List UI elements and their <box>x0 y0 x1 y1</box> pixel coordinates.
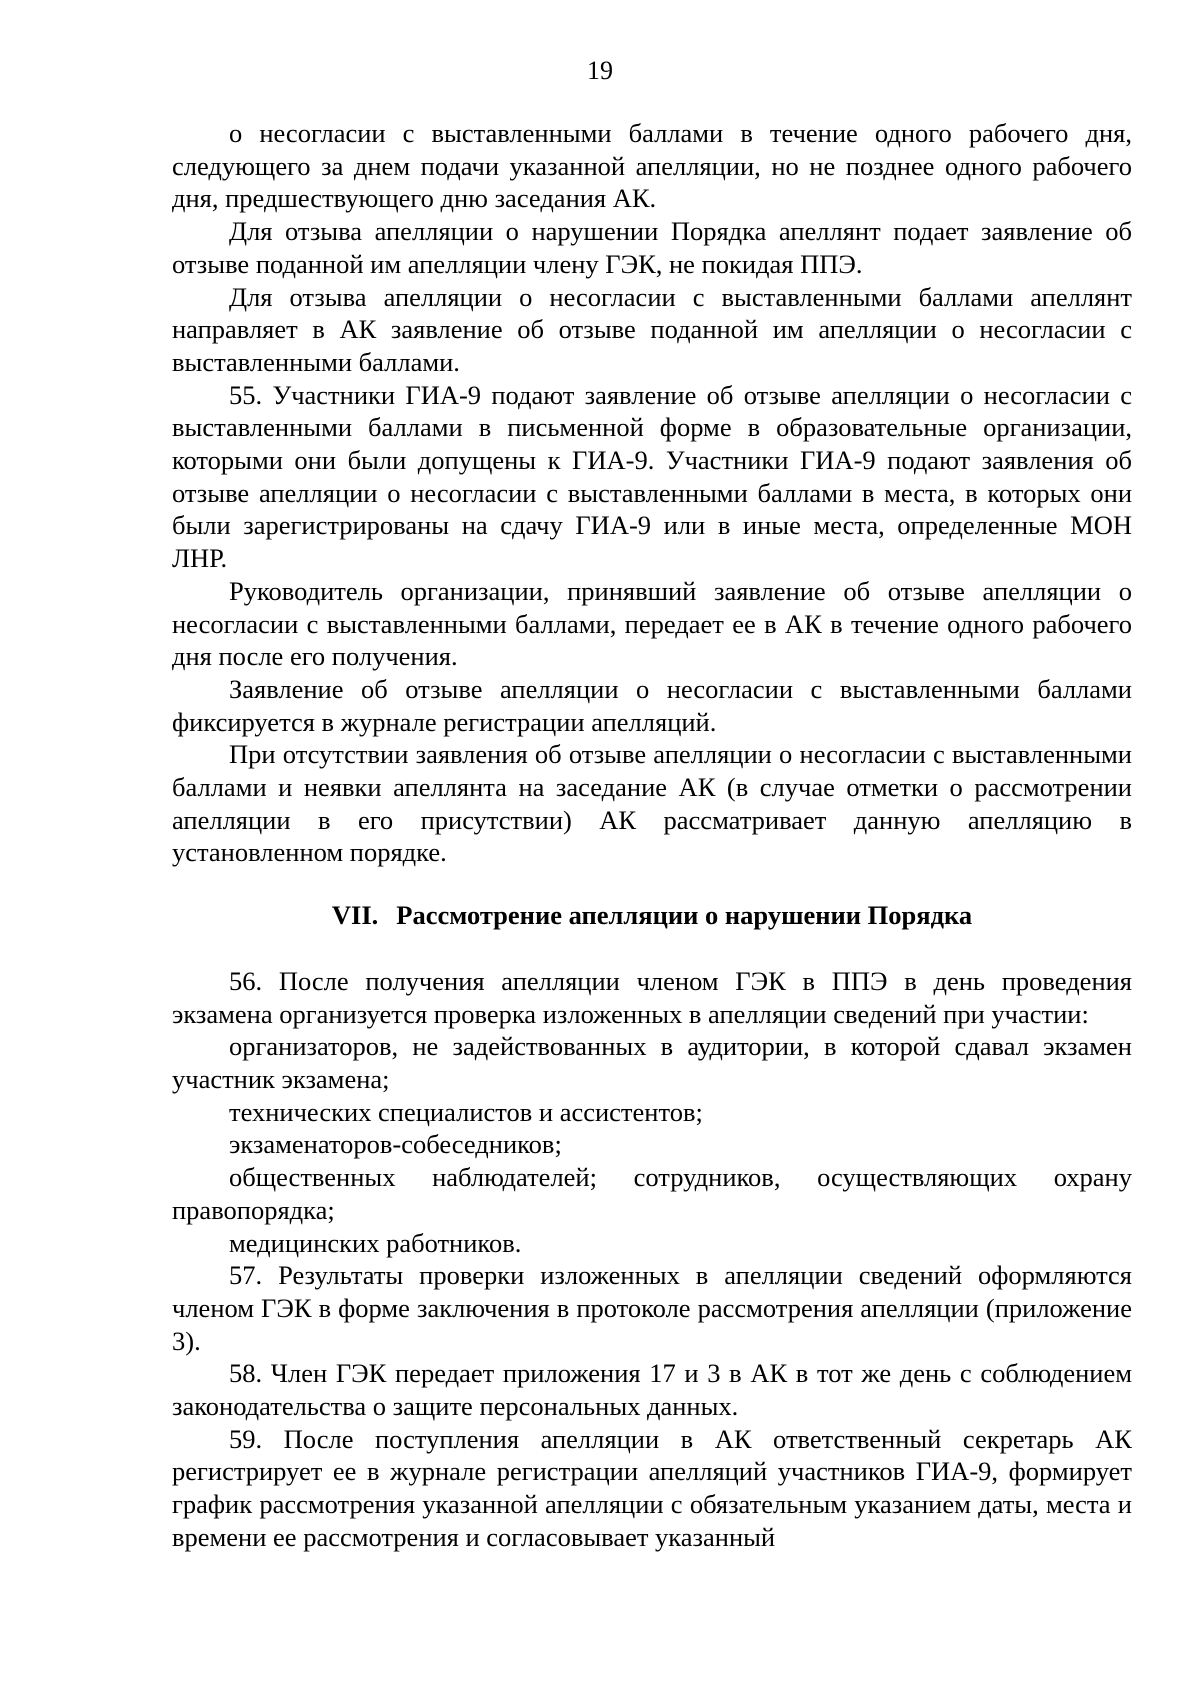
list-item: организаторов, не задействованных в аудитории, в которой сдавал экзамен участник экзамена; <box>172 1031 1132 1094</box>
section-number: VII. <box>331 900 379 931</box>
paragraph: Для отзыва апелляции о нарушении Порядка апеллянт подает заявление об отзыве поданной им апелляции члену ГЭК, не покидая ППЭ. <box>172 216 1132 279</box>
page-number: 19 <box>587 56 613 85</box>
paragraph: Руководитель организации, принявший заявление об отзыве апелляции о несогласии с выставленными баллами, передает ее в АК в течение одного рабочего дня после его получения. <box>172 575 1132 672</box>
list-item: медицинских работников. <box>229 1227 522 1258</box>
paragraph-item-55: 55. Участники ГИА-9 подают заявление об отзыве апелляции о несогласии с выставленными баллами в письменной форме в образовательные организации, которыми они были допущены к ГИА-9. Участники ГИА-9 подают заявления об отзыве апелляции о несогласии с выставленными баллами в места, в которых они были зарегистрированы на сдачу ГИА-9 или в иные места, определенные МОН ЛНР. <box>172 379 1132 574</box>
paragraph-item-58: 58. Член ГЭК передает приложения 17 и 3 в АК в тот же день с соблюдением законодательства о защите персональных данных. <box>172 1358 1132 1422</box>
list-item: экзаменаторов-собеседников; <box>229 1129 562 1160</box>
paragraph-item-56: 56. После получения апелляции членом ГЭК в ППЭ в день проведения экзамена организуется проверка изложенных в апелляции сведений при участии: <box>172 965 1132 1029</box>
section-title: Рассмотрение апелляции о нарушении Порядка <box>396 900 973 931</box>
paragraph-item-57: 57. Результаты проверки изложенных в апелляции сведений оформляются членом ГЭК в форме заключения в протоколе рассмотрения апелляции (приложение 3). <box>172 1260 1132 1356</box>
paragraph: Для отзыва апелляции о несогласии с выставленными баллами апеллянт направляет в АК заявление об отзыве поданной им апелляции о несогласии с выставленными баллами. <box>172 281 1132 377</box>
paragraph-item-59: 59. После поступления апелляции в АК ответственный секретарь АК регистрирует ее в журнале регистрации апелляций участников ГИА-9, формирует график рассмотрения указанной апелляции с обязательным указанием даты, места и времени ее рассмотрения и согласовывает указанный <box>172 1423 1132 1552</box>
list-item: общественных наблюдателей; сотрудников, осуществляющих охрану правопорядка; <box>172 1162 1132 1225</box>
paragraph: о несогласии с выставленными баллами в течение одного рабочего дня, следующего за днем подачи указанной апелляции, но не позднее одного рабочего дня, предшествующего дню заседания АК. <box>172 118 1132 214</box>
document-body <box>172 117 1132 1554</box>
paragraph: Заявление об отзыве апелляции о несогласии с выставленными баллами фиксируется в журнале регистрации апелляций. <box>172 673 1132 737</box>
paragraph: При отсутствии заявления об отзыве апелляции о несогласии с выставленными баллами и неявки апеллянта на заседание АК (в случае отметки о рассмотрении апелляции в его присутствии) АК рассматривает данную апелляцию в установленном порядке. <box>172 739 1132 868</box>
list-item: технических специалистов и ассистентов; <box>229 1096 703 1127</box>
section-heading <box>172 899 1132 932</box>
